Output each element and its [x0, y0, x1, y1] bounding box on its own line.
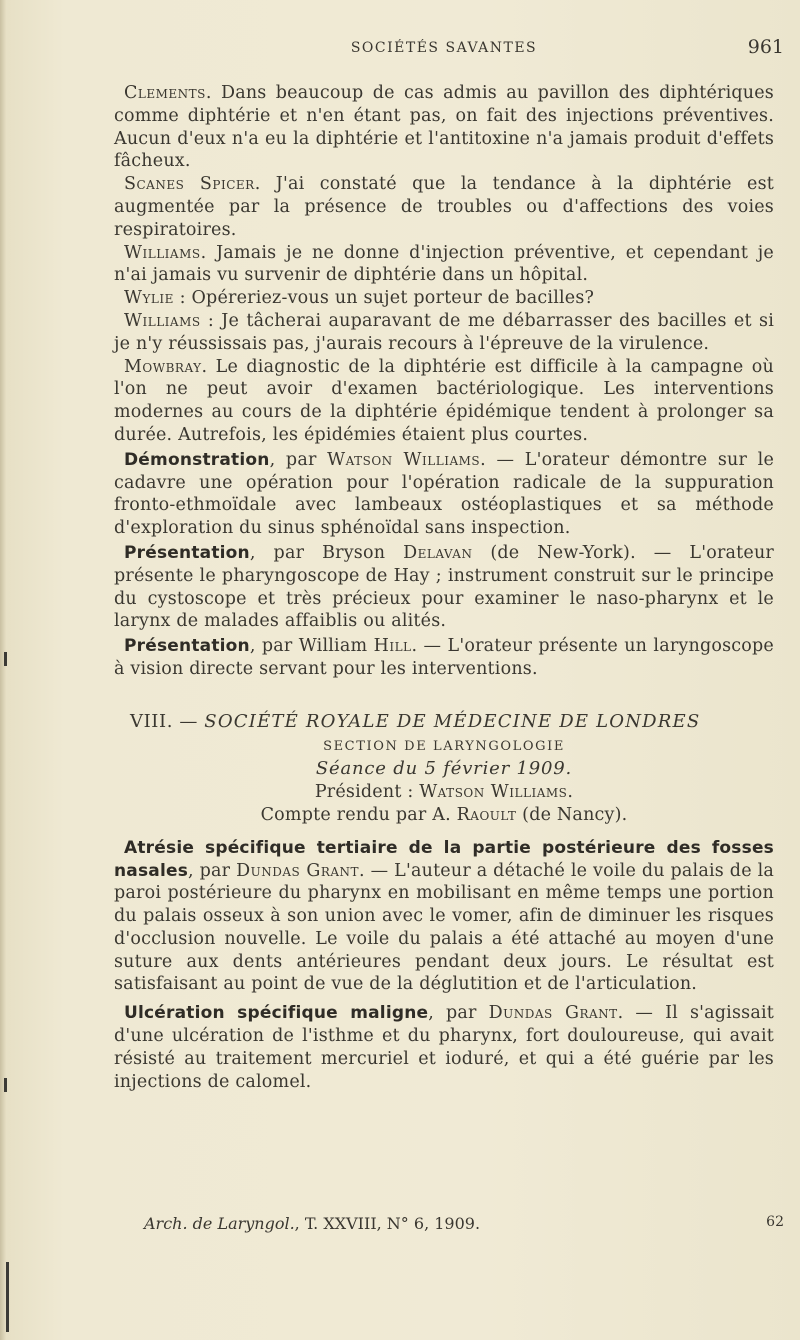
- paragraph-ulceration: [114, 1002, 774, 1093]
- author-name: Dundas Grant: [488, 1003, 618, 1024]
- paragraph-atresie: [114, 837, 774, 997]
- paragraph-heading: Ulcération spécifique maligne: [124, 1003, 429, 1024]
- paragraph-demonstration: [114, 449, 774, 540]
- paragraph-text: . — Il s'agissait d'une ulcération de l'isthme et du pharynx, fort douloureuse, qui avait résisté au traitement mercuriel et ioduré, et qui a été guérie par les injections de calomel.: [114, 1003, 774, 1092]
- speaker-name: Scanes Spicer: [124, 174, 255, 195]
- president-line: [114, 781, 774, 804]
- section-header: [114, 711, 774, 827]
- paragraph-presentation-2: [114, 635, 774, 681]
- paragraph-heading: Présentation: [124, 542, 250, 563]
- paragraph-by: , par: [188, 860, 237, 881]
- paragraph-text: : Je tâcherai auparavant de me débarrasser des bacilles et si je n'y réussissais pas, j'aurais recours à l'épreuve de la virulence.: [114, 310, 774, 354]
- paragraph-presentation-1: [114, 542, 774, 633]
- paragraph-text: (de New-York). — L'orateur présente le pharyngoscope de Hay ; instrument construit sur le principe du cystoscope et très précieux pour examiner le naso-pharynx et le larynx de malades affaiblis ou alités.: [114, 542, 774, 632]
- author-name: Hill: [373, 636, 412, 657]
- speaker-name: Williams: [124, 310, 201, 331]
- paragraph-heading: Présentation: [124, 636, 250, 657]
- body-text: [114, 82, 774, 1093]
- running-head: [114, 36, 784, 62]
- paragraph-text: . Le diagnostic de la diphtérie est difficile à la campagne où l'on ne peut avoir d'examen bactériologique. Les interventions modernes au cours de la diphtérie épidémique tendent à prolonger sa durée. Autrefois, les épidémies étaient plus courtes.: [114, 356, 774, 445]
- margin-mark-upper: [4, 652, 7, 666]
- author-name: Delavan: [403, 542, 473, 563]
- section-society: SOCIÉTÉ ROYALE DE MÉDECINE DE LONDRES: [204, 710, 701, 732]
- section-subtitle: SECTION DE LARYNGOLOGIE: [323, 738, 565, 754]
- footer-citation: [144, 1214, 480, 1233]
- paragraph-text: : Opéreriez-vous un sujet porteur de bacilles?: [173, 288, 595, 309]
- seance-date: Séance du 5 février 1909.: [315, 758, 573, 780]
- report-name: Raoult: [456, 804, 517, 825]
- paragraph-heading: Atrésie spécifique tertiaire de la partie postérieure des fosses nasales: [114, 837, 774, 881]
- paragraph-williams-1: [114, 242, 774, 288]
- speaker-name: Wylie: [124, 288, 174, 309]
- paragraph-by: , par: [269, 449, 328, 470]
- report-line: [114, 804, 774, 827]
- paragraph-spicer: [114, 173, 774, 241]
- author-name: Watson Williams: [327, 449, 481, 470]
- author-name: Dundas Grant: [236, 860, 360, 881]
- paragraph-by: , par: [428, 1003, 489, 1024]
- speaker-name: Mowbray: [124, 356, 202, 377]
- paragraph-text: . — L'orateur présente un laryngoscope à vision directe servant pour les interventions.: [114, 636, 774, 679]
- signature-mark: 62: [766, 1214, 784, 1230]
- report-label: Compte rendu par A.: [260, 804, 457, 825]
- section-title: [114, 711, 774, 734]
- paragraph-wylie: [114, 287, 774, 310]
- paragraph-text: . — L'orateur démontre sur le cadavre une opération pour l'opération radicale de la suppuration fronto-ethmoïdale avec lambeaux ostéoplastiques et sa méthode d'exploration du sinus sphénoïdal sans inspection.: [114, 449, 774, 539]
- speaker-name: Clements: [124, 83, 206, 103]
- paragraph-text: . — L'auteur a détaché le voile du palais de la paroi postérieure du pharynx en mobilisant en même temps une portion du palais osseux à son union avec le vomer, afin de diminuer les risques d'occlusion nouvelle. Le voile du palais a été attaché au moyen d'une suture aux dents antérieures pendant deux jours. Le résultat est satisfaisant au point de vue de la déglutition et de l'articulation.: [114, 860, 775, 995]
- section-number: VIII. —: [130, 710, 205, 732]
- paragraph-by: , par William: [249, 636, 374, 657]
- journal-volume: , T. XXVIII, N° 6, 1909.: [294, 1214, 481, 1233]
- paragraph-clements: [114, 82, 774, 173]
- margin-mark-lower: [4, 1078, 7, 1092]
- page-binding-edge: [0, 0, 6, 1340]
- president-name: Watson Williams: [419, 782, 568, 803]
- report-end: (de Nancy).: [516, 804, 628, 825]
- paragraph-heading: Démonstration: [124, 449, 270, 470]
- paragraph-text: . Jamais je ne donne d'injection préventive, et cependant je n'ai jamais vu survenir de diphtérie dans un hôpital.: [114, 242, 774, 286]
- president-end: .: [567, 782, 574, 803]
- paragraph-by: , par Bryson: [249, 542, 404, 563]
- journal-name: Arch. de Laryngol.: [144, 1214, 295, 1233]
- speaker-name: Williams: [124, 242, 201, 263]
- margin-mark-bottom: [6, 1262, 9, 1332]
- page-footer: [144, 1214, 784, 1233]
- paragraph-text: . J'ai constaté que la tendance à la diphtérie est augmentée par la présence de troubles ou d'affections des voies respiratoires.: [114, 174, 774, 240]
- paragraph-mowbray: [114, 356, 774, 447]
- page-number: 961: [747, 36, 784, 58]
- running-title: SOCIÉTÉS SAVANTES: [350, 40, 538, 56]
- paragraph-williams-2: [114, 310, 774, 356]
- president-label: Président :: [314, 782, 420, 803]
- paragraph-text: . Dans beaucoup de cas admis au pavillon des diphtériques comme diphtérie et n'en étant pas, on fait des injections préventives. Aucun d'eux n'a eu la diphtérie et l'antitoxine n'a jamais produit d'effets fâcheux.: [114, 83, 774, 172]
